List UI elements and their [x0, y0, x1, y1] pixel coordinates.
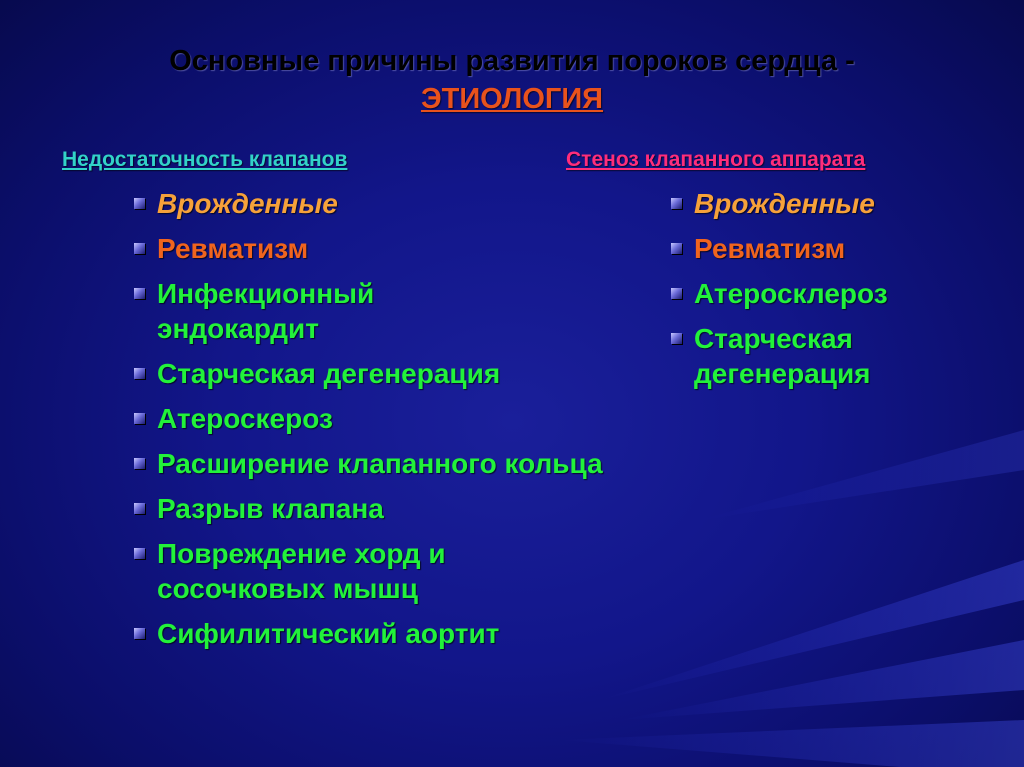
square-bullet-icon: [134, 548, 145, 559]
square-bullet-icon: [671, 198, 682, 209]
list-item: Врожденные: [667, 186, 967, 221]
square-bullet-icon: [134, 628, 145, 639]
stenosis-causes-list: [667, 186, 967, 401]
square-bullet-icon: [671, 333, 682, 344]
square-bullet-icon: [134, 243, 145, 254]
insufficiency-causes-list: [130, 186, 603, 661]
list-item: Ревматизм: [667, 231, 967, 266]
square-bullet-icon: [134, 368, 145, 379]
list-item: Врожденные: [130, 186, 600, 221]
square-bullet-icon: [134, 288, 145, 299]
title-line-main: Основные причины развития пороков сердца -: [169, 45, 855, 77]
square-bullet-icon: [134, 413, 145, 424]
slide-title: [0, 42, 1024, 118]
list-item: Старческая дегенерация: [667, 321, 954, 391]
square-bullet-icon: [134, 458, 145, 469]
list-item: Сифилитический аортит: [130, 616, 600, 651]
heading-stenosis: Стеноз клапанного аппарата: [566, 148, 866, 171]
square-bullet-icon: [134, 503, 145, 514]
list-item: Инфекционный эндокардит: [130, 276, 457, 346]
list-item: Атеросклероз: [667, 276, 967, 311]
list-item: Расширение клапанного кольца: [130, 446, 607, 481]
square-bullet-icon: [671, 288, 682, 299]
list-item: Атероскероз: [130, 401, 600, 436]
square-bullet-icon: [671, 243, 682, 254]
list-item: Повреждение хорд и сосочковых мышц: [130, 536, 557, 606]
list-item: Старческая дегенерация: [130, 356, 600, 391]
title-accent-etiology: ЭТИОЛОГИЯ: [420, 83, 604, 115]
list-item: Ревматизм: [130, 231, 600, 266]
list-item: Разрыв клапана: [130, 491, 600, 526]
square-bullet-icon: [134, 198, 145, 209]
heading-insufficiency: Недостаточность клапанов: [62, 148, 348, 171]
